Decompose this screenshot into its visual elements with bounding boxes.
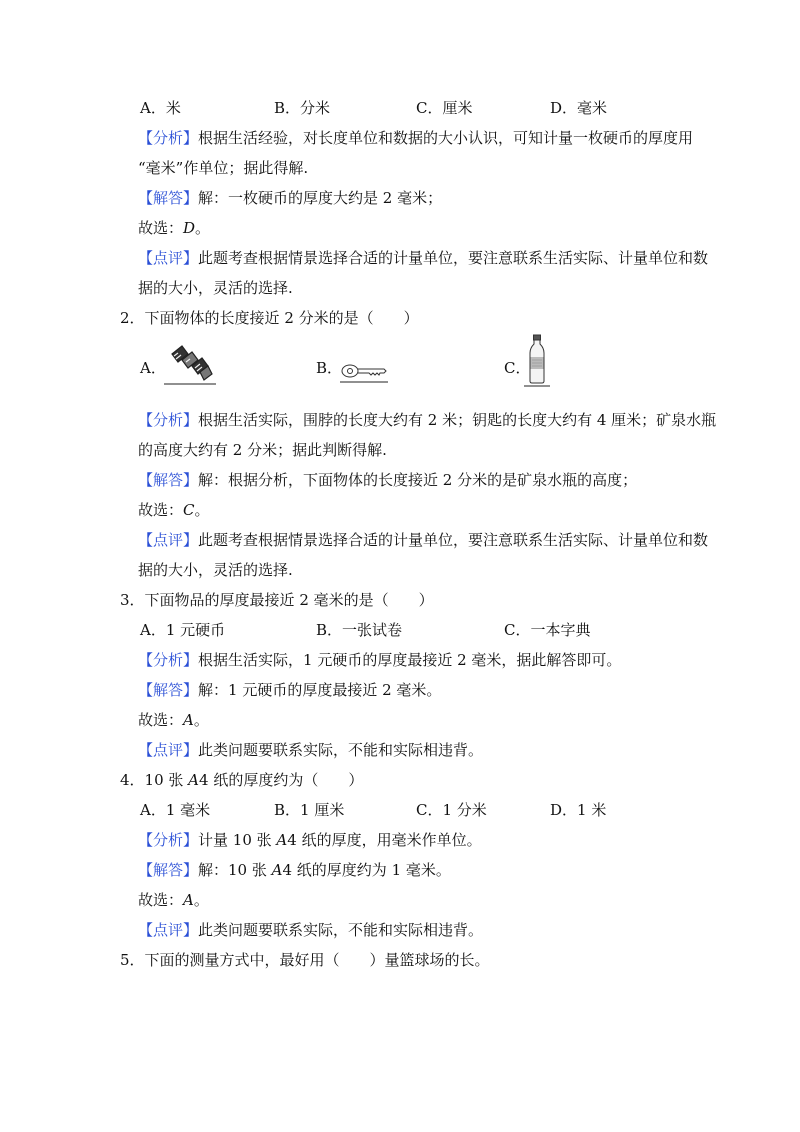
q2-analysis-cont: 的高度大约有 2 分米；据此判断得解. bbox=[138, 441, 387, 459]
analysis-tag: 【分析】 bbox=[138, 651, 199, 669]
bottle-image bbox=[522, 333, 552, 389]
q2-analysis: 【分析】根据生活实际，围脖的长度大约有 2 米；钥匙的长度大约有 4 厘米；矿泉水瓶 bbox=[138, 411, 717, 429]
q3-stem: 3．下面物品的厚度最接近 2 毫米的是（ ） bbox=[120, 591, 434, 609]
q1-comment: 【点评】此题考查根据情景选择合适的计量单位，要注意联系生活实际、计量单位和数 bbox=[138, 249, 709, 267]
q2-comment-cont: 据的大小，灵活的选择. bbox=[138, 561, 293, 579]
q1-option-c: C．厘米 bbox=[416, 99, 473, 117]
q4-option-c: C．1 分米 bbox=[416, 801, 487, 819]
analysis-tag: 【分析】 bbox=[138, 129, 199, 147]
q4-answer: 【解答】解：10 张 A4 纸的厚度约为 1 毫米。 bbox=[138, 861, 451, 879]
q4-stem: 4．10 张 A4 纸的厚度约为（ ） bbox=[120, 771, 364, 789]
q3-choice: 故选：A。 bbox=[138, 711, 209, 729]
q2-option-b: B． bbox=[316, 359, 343, 377]
q1-option-b: B．分米 bbox=[274, 99, 331, 117]
q3-comment: 【点评】此类问题要联系实际，不能和实际相违背。 bbox=[138, 741, 484, 759]
q2-choice: 故选：C。 bbox=[138, 501, 210, 519]
q4-option-a: A．1 毫米 bbox=[140, 801, 211, 819]
q3-answer: 【解答】解：1 元硬币的厚度最接近 2 毫米。 bbox=[138, 681, 442, 699]
comment-tag: 【点评】 bbox=[138, 741, 199, 759]
analysis-tag: 【分析】 bbox=[138, 411, 199, 429]
q2-comment: 【点评】此题考查根据情景选择合适的计量单位，要注意联系生活实际、计量单位和数 bbox=[138, 531, 709, 549]
q5-stem: 5．下面的测量方式中，最好用（ ）量篮球场的长。 bbox=[120, 951, 490, 969]
q3-analysis: 【分析】根据生活实际，1 元硬币的厚度最接近 2 毫米，据此解答即可。 bbox=[138, 651, 622, 669]
q3-option-a: A．1 元硬币 bbox=[140, 621, 226, 639]
q2-stem: 2．下面物体的长度接近 2 分米的是（ ） bbox=[120, 309, 419, 327]
q1-analysis-cont: “毫米”作单位；据此得解. bbox=[138, 159, 309, 177]
q4-comment: 【点评】此类问题要联系实际，不能和实际相违背。 bbox=[138, 921, 484, 939]
q1-answer: 【解答】解：一枚硬币的厚度大约是 2 毫米； bbox=[138, 189, 443, 207]
q2-option-a: A． bbox=[140, 359, 166, 377]
q1-option-d: D．毫米 bbox=[550, 99, 608, 117]
answer-tag: 【解答】 bbox=[138, 189, 199, 207]
q2-option-c: C． bbox=[504, 359, 531, 377]
q4-choice: 故选：A。 bbox=[138, 891, 209, 909]
q2-answer: 【解答】解：根据分析，下面物体的长度接近 2 分米的是矿泉水瓶的高度； bbox=[138, 471, 638, 489]
answer-tag: 【解答】 bbox=[138, 471, 199, 489]
comment-tag: 【点评】 bbox=[138, 921, 199, 939]
comment-tag: 【点评】 bbox=[138, 531, 199, 549]
answer-tag: 【解答】 bbox=[138, 861, 199, 879]
q4-option-d: D．1 米 bbox=[550, 801, 607, 819]
analysis-tag: 【分析】 bbox=[138, 831, 199, 849]
q1-comment-cont: 据的大小，灵活的选择. bbox=[138, 279, 293, 297]
q4-analysis: 【分析】计量 10 张 A4 纸的厚度，用毫米作单位。 bbox=[138, 831, 482, 849]
q1-choice: 故选：D。 bbox=[138, 219, 211, 237]
q4-option-b: B．1 厘米 bbox=[274, 801, 345, 819]
key-image bbox=[338, 360, 390, 386]
scarf-image bbox=[162, 340, 218, 388]
q1-option-a: A．米 bbox=[140, 99, 181, 117]
answer-tag: 【解答】 bbox=[138, 681, 199, 699]
q3-option-b: B．一张试卷 bbox=[316, 621, 403, 639]
q3-option-c: C．一本字典 bbox=[504, 621, 591, 639]
q1-analysis: 【分析】根据生活经验，对长度单位和数据的大小认识，可知计量一枚硬币的厚度用 bbox=[138, 129, 694, 147]
comment-tag: 【点评】 bbox=[138, 249, 199, 267]
